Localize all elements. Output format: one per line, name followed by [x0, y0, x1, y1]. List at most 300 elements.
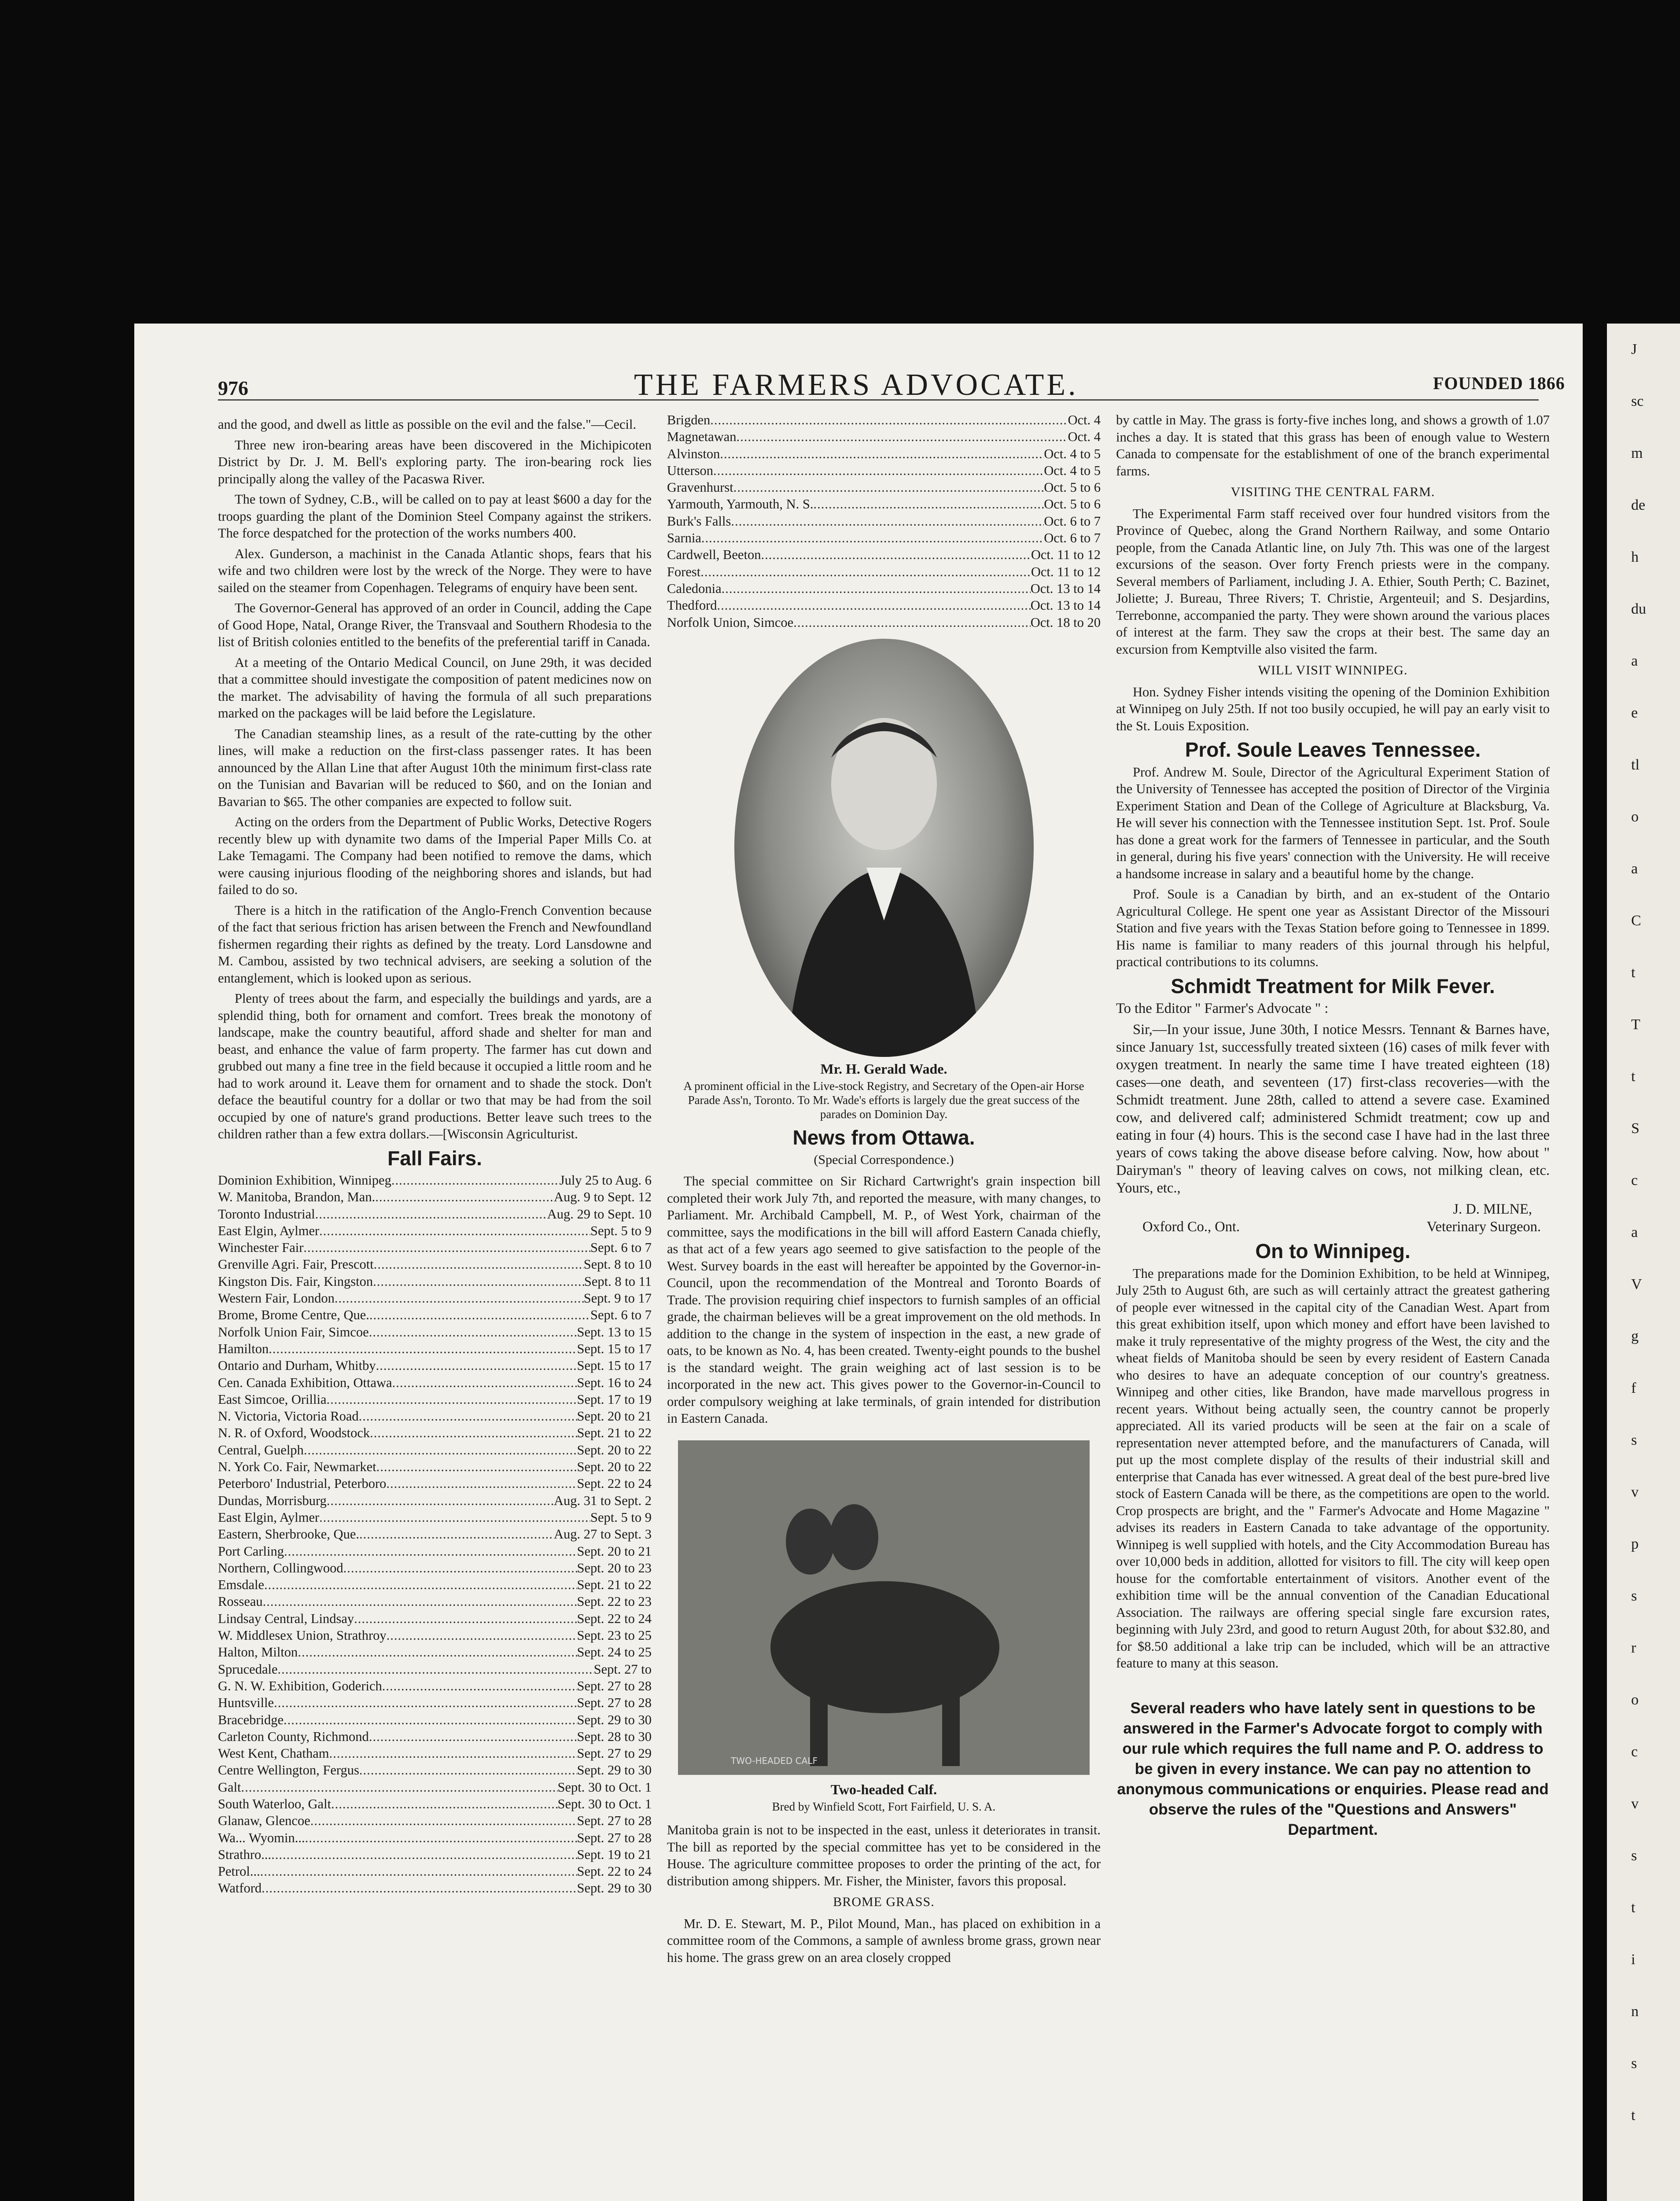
fair-name: Rosseau	[218, 1594, 263, 1609]
fair-name: Yarmouth, Yarmouth, N. S.	[667, 497, 814, 512]
fair-name: Sprucedale	[218, 1661, 278, 1677]
margin-fragment: o	[1631, 1692, 1639, 1708]
margin-fragment: a	[1631, 653, 1638, 669]
leader-dots	[359, 1408, 577, 1424]
fair-entry	[667, 412, 1101, 428]
fair-date: Sept. 29 to 30	[577, 1881, 652, 1896]
fair-entry	[218, 1863, 652, 1880]
fair-entry	[218, 1239, 652, 1256]
fair-name: East Elgin, Aylmer	[218, 1509, 320, 1525]
fair-entry	[218, 1694, 652, 1711]
margin-fragment: e	[1631, 705, 1638, 721]
fair-entry	[667, 445, 1101, 462]
fair-entry	[218, 1526, 652, 1542]
fair-date: Sept. 15 to 17	[577, 1358, 652, 1373]
fair-entry	[218, 1408, 652, 1424]
fair-name: East Elgin, Aylmer	[218, 1223, 320, 1238]
fair-date: Oct. 4	[1068, 412, 1101, 427]
fair-date: Oct. 4 to 5	[1044, 446, 1101, 461]
fair-name: Central, Guelph	[218, 1442, 304, 1458]
fair-name: Centre Wellington, Fergus	[218, 1763, 359, 1778]
fair-name: Brigden	[667, 412, 711, 427]
fair-date: Sept. 8 to 11	[584, 1273, 652, 1289]
fair-name: Norfolk Union Fair, Simcoe	[218, 1324, 369, 1340]
portrait-photo	[734, 639, 1034, 1057]
fair-date: Oct. 4 to 5	[1044, 463, 1101, 478]
leader-dots	[793, 614, 1031, 631]
article-paragraph: Mr. D. E. Stewart, M. P., Pilot Mound, Man., has placed on exhibition in a committee room of the Commons, a sample of awnless brome grass, grown near his home. The grass grew on an area closely cropped	[667, 1916, 1101, 1965]
letter-signature: J. D. MILNE,	[1453, 1201, 1532, 1217]
fair-date: Sept. 27 to 28	[577, 1695, 652, 1711]
fair-entry	[218, 1222, 652, 1239]
fair-entry	[218, 1644, 652, 1660]
fair-entry	[218, 1256, 652, 1273]
leader-dots	[327, 1391, 577, 1408]
fair-entry	[667, 479, 1101, 496]
margin-fragment: s	[1631, 1432, 1637, 1448]
portrait-figure-icon	[734, 639, 1034, 1057]
leader-dots	[359, 1762, 577, 1778]
leader-dots	[315, 1206, 547, 1222]
fair-date: Oct. 5 to 6	[1044, 480, 1101, 495]
fair-entry	[218, 1661, 652, 1678]
leader-dots	[327, 1492, 554, 1509]
soule-heading: Prof. Soule Leaves Tennessee.	[1185, 738, 1481, 761]
margin-fragment: c	[1631, 1744, 1638, 1760]
calf-photo-label: TWO-HEADED CALF	[731, 1755, 818, 1766]
fair-date: Sept. 17 to 19	[577, 1391, 652, 1407]
margin-fragment: a	[1631, 1224, 1638, 1240]
fair-entry	[218, 1189, 652, 1205]
fair-date: Sept. 5 to 9	[590, 1509, 652, 1525]
fair-date: Sept. 29 to 30	[577, 1763, 652, 1778]
margin-fragment: m	[1631, 445, 1643, 461]
schmidt-heading: Schmidt Treatment for Milk Fever.	[1171, 974, 1495, 997]
margin-fragment: J	[1631, 341, 1637, 357]
fair-entry	[667, 428, 1101, 445]
fair-name: Toronto Industrial	[218, 1206, 315, 1222]
fair-date: Sept. 20 to 22	[577, 1459, 652, 1475]
leader-dots	[305, 1829, 577, 1846]
fair-entry	[218, 1357, 652, 1374]
leader-dots	[278, 1661, 594, 1678]
leader-dots	[733, 479, 1044, 496]
fair-entry	[218, 1560, 652, 1576]
fall-fairs-list	[218, 1172, 652, 1897]
fair-date: Oct. 11 to 12	[1031, 564, 1101, 579]
leader-dots	[369, 1307, 590, 1323]
margin-fragment: sc	[1631, 393, 1644, 409]
fair-date: Oct. 13 to 14	[1030, 598, 1101, 613]
fair-name: Utterson	[667, 463, 714, 478]
fair-name: Wa... Wyomin...	[218, 1830, 305, 1845]
leader-dots	[298, 1644, 577, 1660]
leader-dots	[382, 1678, 577, 1694]
fair-entry	[218, 1442, 652, 1458]
fair-date: Oct. 6 to 7	[1044, 530, 1101, 546]
fair-name: Kingston Dis. Fair, Kingston	[218, 1273, 373, 1289]
fair-name: Dominion Exhibition, Winnipeg	[218, 1173, 391, 1188]
fair-name: Watford	[218, 1881, 262, 1896]
margin-fragment: t	[1631, 1899, 1636, 1916]
leader-dots	[701, 530, 1044, 546]
fair-name: W. Middlesex Union, Strathroy	[218, 1628, 387, 1643]
fair-date: Oct. 5 to 6	[1044, 497, 1101, 512]
fair-name: Winchester Fair	[218, 1240, 304, 1255]
leader-dots	[262, 1880, 577, 1896]
fair-entry	[218, 1711, 652, 1728]
margin-fragment: r	[1631, 1640, 1636, 1656]
fair-date: Sept. 21 to 22	[577, 1577, 652, 1593]
letter-place: Oxford Co., Ont.	[1142, 1219, 1240, 1235]
fair-name: Forest	[667, 564, 701, 579]
article-paragraph: Alex. Gunderson, a machinist in the Canada Atlantic shops, fears that his wife and two children were lost by the wreck of the Norge. They were to have sailed on the steamer from Copenhagen. Telegrams of enquiry have been sent.	[218, 546, 652, 595]
fair-entry	[218, 1779, 652, 1796]
fair-entry	[218, 1307, 652, 1323]
fair-date: Sept. 23 to 25	[577, 1628, 652, 1643]
article-paragraph: and the good, and dwell as little as possible on the evil and the false."—Cecil.	[218, 417, 637, 432]
fair-entry	[218, 1762, 652, 1778]
news-from-ottawa-heading: News from Ottawa.	[792, 1126, 975, 1149]
margin-fragment: s	[1631, 2055, 1637, 2072]
margin-fragment: i	[1631, 1951, 1636, 1968]
fair-date: Oct. 4	[1068, 429, 1101, 445]
calf-caption-title: Two-headed Calf.	[830, 1781, 937, 1797]
fair-name: Ontario and Durham, Whitby	[218, 1358, 376, 1373]
margin-fragment: s	[1631, 1588, 1637, 1604]
reader-notice: Several readers who have lately sent in questions to be answered in the Farmer's Advocate forgot to comply with our rule which requires the full name and P. O. address to be given in every instance. We can pay no attention to anonymous communications or enquiries. Please read and observe the rules of the "Questions and Answers" Department.	[1117, 1699, 1549, 1838]
margin-fragment: t	[1631, 2107, 1636, 2124]
fair-name: East Simcoe, Orillia	[218, 1391, 327, 1407]
fair-name: Port Carling	[218, 1543, 284, 1559]
fair-date: Sept. 6 to 7	[590, 1240, 652, 1255]
fair-entry	[218, 1290, 652, 1307]
leader-dots	[343, 1560, 577, 1576]
article-paragraph: Manitoba grain is not to be inspected in the east, unless it deteriorates in transit. The bill as reported by the special committee has yet to be considered in the House. The agriculture committee proposes to order the printing of the act, for distribution among shippers. Mr. Fisher, the Minister, favors this proposal.	[667, 1822, 1101, 1888]
leader-dots	[329, 1745, 577, 1762]
fair-date: Sept. 27 to	[593, 1661, 652, 1677]
fair-name: Carleton County, Richmond	[218, 1729, 369, 1744]
fair-date: Sept. 27 to 29	[577, 1746, 652, 1761]
fall-fairs-list-continued	[667, 412, 1101, 631]
article-paragraph: The preparations made for the Dominion Exhibition, to be held at Winnipeg, July 25th to August 6th, are such as will certainly attract the greatest gathering of people ever witnessed in the capital city of the Canadian West. Apart from this great exhibition itself, upon which money and effort have been lavished to make it truly representative of the mighty progress of the West, the city and the wheat fields of Manitoba should be seen by every resident of Eastern Canada who desires to have an adequate conception of our country's greatness. Winnipeg and other cities, like Brandon, have made marvellous progress in recent years. Without being actually seen, the country cannot be properly appreciated. All its varied products will be seen at the fair on a scale of representation never attempted before, and the manufacturers of Canada, will put up the most complete display of the results of their industrial skill and enterprise that Canada has ever witnessed. A great deal of the best pure-bred live stock of Eastern Canada will be there, as the competitions are open to the world. Crop prospects are bright, and the " Farmer's Advocate and Home Magazine " advises its readers in Eastern Canada to take advantage of the opportunity. Winnipeg is well supplied with hotels, and the City Accommodation Bureau has over 10,000 beds in addition, allotted for visitors to fill. The city will keep open house for the comfortable entertainment of visitors. Another event of the exhibition time will be the annual convention of the Canadian Educational Association. The railways are offering special single fare excursion rates, beginning with July 23rd, and good to return August 20th, for about $32.80, and for $8.50 additional a lake trip can be included, which will be an attractive feature to many at this season.	[1116, 1266, 1550, 1671]
leader-dots	[310, 1812, 577, 1829]
letter-salutation: To the Editor " Farmer's Advocate " :	[1116, 1001, 1329, 1016]
leader-dots	[391, 1172, 560, 1189]
fair-entry	[218, 1509, 652, 1526]
fair-date: Sept. 20 to 23	[577, 1560, 652, 1575]
fair-name: G. N. W. Exhibition, Goderich	[218, 1678, 382, 1693]
margin-fragment: T	[1631, 1016, 1640, 1033]
fair-name: Burk's Falls	[667, 513, 731, 529]
fair-entry	[667, 513, 1101, 530]
fair-date: Sept. 21 to 22	[577, 1425, 652, 1441]
letter-title: Veterinary Surgeon.	[1426, 1219, 1541, 1235]
leader-dots	[710, 412, 1068, 428]
article-paragraph: Hon. Sydney Fisher intends visiting the opening of the Dominion Exhibition at Winnipeg on July 25th. If not too busily occupied, he will pay an early visit to the St. Louis Exposition.	[1116, 684, 1550, 733]
page-number: 976	[218, 377, 248, 399]
fair-date: Sept. 15 to 17	[577, 1341, 652, 1356]
calf-caption-text: Bred by Winfield Scott, Fort Fairfield, U. S. A.	[772, 1800, 996, 1814]
fair-date: Sept. 20 to 21	[577, 1409, 652, 1424]
margin-fragment: h	[1631, 549, 1639, 565]
fair-entry	[218, 1458, 652, 1475]
fair-entry	[218, 1796, 652, 1812]
fair-entry	[218, 1172, 652, 1189]
leader-dots	[373, 1273, 584, 1290]
fair-name: Caledonia	[667, 581, 722, 596]
fair-name: South Waterloo, Galt	[218, 1796, 332, 1811]
fair-entry	[667, 462, 1101, 479]
margin-fragment: a	[1631, 861, 1638, 877]
calf-photo	[678, 1440, 1090, 1775]
fair-name: Strathro...	[218, 1847, 272, 1862]
leader-dots	[717, 597, 1030, 614]
leader-dots	[722, 580, 1031, 597]
fair-date: Oct. 13 to 14	[1030, 581, 1101, 596]
fair-entry	[218, 1543, 652, 1560]
fair-entry	[667, 563, 1101, 580]
fair-entry	[667, 546, 1101, 563]
margin-fragment: g	[1631, 1328, 1639, 1344]
leader-dots	[700, 563, 1031, 580]
column-3	[1116, 412, 1550, 1840]
fair-entry	[218, 1880, 652, 1896]
fair-name: N. R. of Oxford, Woodstock	[218, 1425, 370, 1441]
margin-fragment: du	[1631, 601, 1646, 617]
fair-name: Western Fair, London	[218, 1291, 335, 1306]
portrait-caption-title: Mr. H. Gerald Wade.	[820, 1060, 947, 1077]
fair-date: July 25 to Aug. 6	[559, 1173, 652, 1188]
margin-fragment: S	[1631, 1120, 1639, 1137]
letter-body: Sir,—In your issue, June 30th, I notice Messrs. Tennant & Barnes have, since January 1st, successfully treated sixteen (16) cases of milk fever with oxygen treatment. In nearly the same time I have treated eighteen (18) cases—one death, and seventeen (17) first-class recoveries—with the Schmidt treatment. June 28th, called to attend a severe case. Examined cow, and delivered calf; administered Schmidt treatment; cow up and eating in four (4) hours. This is the second case I have had in the last three years of cows taking the above disease before calving. Now, how about " Dairyman's " theory of leaving calves on cows, not milking clean, etc. Yours, etc.,	[1116, 1022, 1550, 1196]
fair-entry	[218, 1324, 652, 1340]
news-subheading: (Special Correspondence.)	[814, 1152, 954, 1167]
fair-date: Sept. 24 to 25	[577, 1645, 652, 1660]
leader-dots	[359, 1526, 554, 1542]
leader-dots	[303, 1239, 590, 1256]
fair-entry	[218, 1424, 652, 1441]
fair-entry	[218, 1374, 652, 1391]
margin-fragment: p	[1631, 1536, 1639, 1552]
article-paragraph: At a meeting of the Ontario Medical Council, on June 29th, it was decided that a committee should investigate the composition of patent medicines now on the market. The advisability of having the formula of all such preparations marked on the packages will be laid before the Legislature.	[218, 655, 652, 721]
fair-name: Norfolk Union, Simcoe	[667, 615, 794, 630]
margin-fragment: n	[1631, 2003, 1639, 2020]
fair-name: Emsdale	[218, 1577, 265, 1593]
leader-dots	[813, 496, 1044, 512]
fair-entry	[667, 580, 1101, 597]
fair-entry	[218, 1812, 652, 1829]
fair-entry	[218, 1391, 652, 1408]
fair-date: Sept. 28 to 30	[577, 1729, 652, 1744]
leader-dots	[761, 546, 1031, 563]
margin-fragment: tl	[1631, 757, 1639, 773]
fair-date: Aug. 29 to Sept. 10	[547, 1206, 652, 1222]
fair-entry	[218, 1206, 652, 1222]
article-paragraph: Prof. Andrew M. Soule, Director of the Agricultural Experiment Station of the University of Tennessee has accepted the position of Director of the Virginia Experiment Station and Dean of the College of Agriculture at Blacksburg, Va. He will sever his connection with the Tennessee institution Sept. 1st. Prof. Soule has done a great work for the farmers of Tennessee in particular, and the South in general, during his five years' connection with the University. He will receive a handsome increase in salary and a beautiful home by the change.	[1116, 764, 1550, 881]
leader-dots	[335, 1290, 584, 1307]
leader-dots	[392, 1374, 577, 1391]
article-paragraph: Acting on the orders from the Department of Public Works, Detective Rogers recently blew up with dynamite two dams of the Imperial Paper Mills Co. at Lake Temagami. The Company had been notified to remove the dams, which were causing injurious flooding of the neighboring shores and islands, but had failed to do so.	[218, 814, 652, 897]
fair-name: Halton, Milton	[218, 1645, 298, 1660]
fair-entry	[218, 1475, 652, 1492]
fair-name: Northern, Collingwood	[218, 1560, 343, 1575]
fair-entry	[667, 597, 1101, 614]
fair-date: Aug. 27 to Sept. 3	[554, 1527, 652, 1542]
margin-fragment: o	[1631, 809, 1639, 825]
brome-grass-heading: BROME GRASS.	[833, 1895, 935, 1910]
leader-dots	[720, 445, 1044, 462]
fair-date: Sept. 22 to 24	[577, 1611, 652, 1626]
leader-dots	[304, 1442, 577, 1458]
fair-entry	[218, 1273, 652, 1290]
central-farm-heading: VISITING THE CENTRAL FARM.	[1231, 485, 1435, 499]
fair-entry	[218, 1678, 652, 1694]
leader-dots	[376, 1357, 577, 1374]
masthead-title: THE FARMERS ADVOCATE.	[634, 368, 1079, 402]
fair-entry	[667, 496, 1101, 512]
leader-dots	[319, 1222, 590, 1239]
fair-entry	[218, 1576, 652, 1593]
fair-date: Sept. 6 to 7	[590, 1307, 652, 1323]
fair-date: Sept. 27 to 28	[577, 1830, 652, 1845]
article-paragraph: The special committee on Sir Richard Cartwright's grain inspection bill completed their work July 7th, and reported the measure, with many changes, to Parliament. Mr. Archibald Campbell, M. P., of West York, chairman of the committee, says the modifications in the bill will afford Eastern Canada chiefly, as that act of a few years ago seemed to give satisfaction to the people of the West. Survey boards in the east will hereafter be appointed by the Governor-in-Council, upon the recommendation of the Montreal and Toronto Boards of Trade. The provision requiring chief inspectors to furnish samples of an official grade, the chairman believes will be a great improvement on the old methods. In addition to the change in the system of inspection in the east, a new grade of oats, to be known as No. 4, has been created. Twenty-eight pounds to the bushel is the standard weight. The grain weighing act of last session is to be incorporated in the new act. This gives power to the Governor-in-Council to order compulsory weighing at lake terminals, of grain intended for distribution in Eastern Canada.	[667, 1174, 1101, 1426]
margin-fragment: de	[1631, 497, 1646, 513]
fair-name: Galt	[218, 1779, 241, 1795]
margin-fragment: s	[1631, 1848, 1637, 1864]
fair-entry	[218, 1846, 652, 1863]
fair-entry	[218, 1745, 652, 1762]
fair-date: Sept. 22 to 23	[577, 1594, 652, 1609]
margin-fragment: C	[1631, 913, 1641, 929]
fair-date: Sept. 22 to 24	[577, 1476, 652, 1491]
fair-date: Oct. 11 to 12	[1031, 547, 1101, 563]
fair-entry	[218, 1627, 652, 1644]
adjacent-page-fragments	[1607, 324, 1680, 2201]
article-paragraph: The town of Sydney, C.B., will be called on to pay at least $600 a day for the troops guarding the plant of the Dominion Steel Company against the strikers. The force despatched for the protection of the works numbers 400.	[218, 492, 652, 541]
fair-entry	[218, 1829, 652, 1846]
margin-fragment: t	[1631, 964, 1636, 981]
fair-name: Sarnia	[667, 530, 701, 546]
fair-date: Sept. 5 to 9	[590, 1223, 652, 1238]
margin-fragment: t	[1631, 1068, 1636, 1085]
fair-name: Cardwell, Beeton	[667, 547, 761, 563]
margin-fragment: V	[1631, 1276, 1642, 1292]
fair-name: N. Victoria, Victoria Road	[218, 1409, 359, 1424]
leader-dots	[375, 1189, 554, 1205]
leader-dots	[369, 1728, 577, 1745]
fair-name: N. York Co. Fair, Newmarket	[218, 1459, 376, 1475]
fair-date: Sept. 27 to 28	[577, 1678, 652, 1693]
leader-dots	[241, 1779, 558, 1796]
fair-date: Aug. 31 to Sept. 2	[554, 1493, 652, 1508]
fair-name: Petrol...	[218, 1864, 260, 1879]
fair-date: Sept. 29 to 30	[577, 1712, 652, 1727]
margin-fragment: v	[1631, 1484, 1639, 1500]
fair-name: Alvinston	[667, 446, 720, 461]
margin-fragment: v	[1631, 1796, 1639, 1812]
article-paragraph: Plenty of trees about the farm, and especially the buildings and yards, are a splendid thing, both for ornament and comfort. Trees break the monotony of landscape, make the country beautiful, afford shade and shelter for man and beast, and enhance the value of farm property. The farmer has cut down and grubbed out many a fine tree in the field because it occupied a little room and he had to work around it. Leave them for ornament and to shade the stock. Don't deface the beautiful country for a dollar or two that may be had from the soil occupied by one of nature's grand productions. Better leave such trees to the children rather than a few extra dollars.—[Wisconsin Agriculturist.	[218, 991, 652, 1141]
fair-name: Dundas, Morrisburg	[218, 1493, 327, 1508]
fair-name: Grenville Agri. Fair, Prescott	[218, 1257, 374, 1272]
article-paragraph: Three new iron-bearing areas have been discovered in the Michipicoten District by Dr. J. M. Bell's exploring party. The iron-bearing rock lies principally along the valley of the Pacaswa River.	[218, 437, 652, 486]
fair-date: Aug. 9 to Sept. 12	[554, 1189, 652, 1205]
fair-date: Sept. 22 to 24	[577, 1864, 652, 1879]
fair-entry	[218, 1492, 652, 1509]
leader-dots	[264, 1576, 577, 1593]
letter-signoff	[1116, 1218, 1550, 1236]
leader-dots	[319, 1509, 590, 1526]
leader-dots	[376, 1458, 577, 1475]
founded-date: FOUNDED 1866	[1433, 373, 1565, 393]
visit-winnipeg-heading: WILL VISIT WINNIPEG.	[1258, 663, 1408, 677]
fair-date: Sept. 13 to 15	[577, 1324, 652, 1340]
leader-dots	[374, 1256, 584, 1273]
leader-dots	[269, 1340, 577, 1357]
margin-fragment: c	[1631, 1172, 1638, 1189]
fair-date: Oct. 6 to 7	[1044, 513, 1101, 529]
leader-dots	[274, 1694, 577, 1711]
leader-dots	[263, 1593, 577, 1610]
leader-dots	[737, 428, 1068, 445]
fair-entry	[218, 1340, 652, 1357]
fair-name: Huntsville	[218, 1695, 274, 1711]
fair-name: Bracebridge	[218, 1712, 284, 1727]
leader-dots	[271, 1846, 577, 1863]
fair-date: Sept. 19 to 21	[577, 1847, 652, 1862]
fair-date: Oct. 18 to 20	[1030, 615, 1101, 630]
leader-dots	[370, 1424, 577, 1441]
fair-date: Sept. 30 to Oct. 1	[557, 1779, 652, 1795]
leader-dots	[387, 1627, 577, 1644]
leader-dots	[260, 1863, 577, 1880]
fair-date: Sept. 8 to 10	[583, 1257, 652, 1272]
fair-name: Brome, Brome Centre, Que.	[218, 1307, 369, 1323]
header-rule	[218, 399, 1539, 401]
margin-fragment: f	[1631, 1380, 1636, 1396]
leader-dots	[713, 462, 1044, 479]
fair-date: Sept. 16 to 24	[577, 1375, 652, 1390]
fair-entry	[667, 530, 1101, 546]
column-1	[218, 416, 652, 1897]
article-paragraph: The Governor-General has approved of an order in Council, adding the Cape of Good Hope, Natal, Orange River, the Transvaal and Southern Rhodesia to the list of British colonies entitled to the benefits of the preferential tariff in Canada.	[218, 600, 652, 649]
on-to-winnipeg-heading: On to Winnipeg.	[1255, 1240, 1411, 1262]
fair-date: Sept. 27 to 28	[577, 1813, 652, 1829]
fair-name: Eastern, Sherbrooke, Que.	[218, 1527, 359, 1542]
leader-dots	[386, 1475, 577, 1492]
fair-entry	[218, 1593, 652, 1610]
leader-dots	[369, 1324, 577, 1340]
newspaper-page	[134, 324, 1583, 2201]
fair-name: Peterboro' Industrial, Peterboro	[218, 1476, 387, 1491]
article-paragraph: There is a hitch in the ratification of the Anglo-French Convention because of the fact that serious friction has arisen between the French and Newfoundland fishermen regarding their rights as defined by the treaty. Lord Lansdowne and M. Cambou, assisted by two technical advisers, are seeking a solution of the entanglement, which is looked upon as serious.	[218, 902, 652, 986]
leader-dots	[331, 1796, 557, 1812]
fair-name: Magnetawan	[667, 429, 737, 445]
fair-date: Sept. 9 to 17	[583, 1291, 652, 1306]
fair-date: Sept. 20 to 21	[577, 1543, 652, 1559]
portrait-caption-text: A prominent official in the Live-stock Registry, and Secretary of the Open-air Horse Parade Ass'n, Toronto. To Mr. Wade's efforts is largely due the great success of the parades on Dominion Day.	[683, 1079, 1084, 1121]
article-paragraph: The Experimental Farm staff received over four hundred visitors from the Province of Quebec, along the Grand Northern Railway, and some Ontario people, from the Canada Atlantic line, on July 7th. This was one of the largest excursions of the season. Over forty French priests were in the company. Several members of Parliament, including J. A. Ethier, South Perth; C. Bazinet, Joliette; J. Bureau, Three Rivers; T. Christie, Argenteuil; and S. Desjardins, Terrebonne, accompanied the party. They were shown around the various places of interest at the farm. They saw the crops at their best. The same day an excursion from Kemptville also visited the farm.	[1116, 506, 1550, 657]
leader-dots	[284, 1711, 577, 1728]
fair-date: Sept. 20 to 22	[577, 1442, 652, 1458]
fair-name: Gravenhurst	[667, 480, 733, 495]
calf-figure-icon	[678, 1440, 1090, 1775]
leader-dots	[731, 513, 1044, 530]
fair-name: Lindsay Central, Lindsay	[218, 1611, 354, 1626]
fair-entry	[667, 614, 1101, 631]
fair-entry	[218, 1610, 652, 1627]
article-paragraph: by cattle in May. The grass is forty-five inches long, and shows a growth of 1.07 inches a day. It is stated that this grass has been of enough value to Western Canada to compensate for the establishment of one of the branch experimental farms.	[1116, 412, 1550, 478]
